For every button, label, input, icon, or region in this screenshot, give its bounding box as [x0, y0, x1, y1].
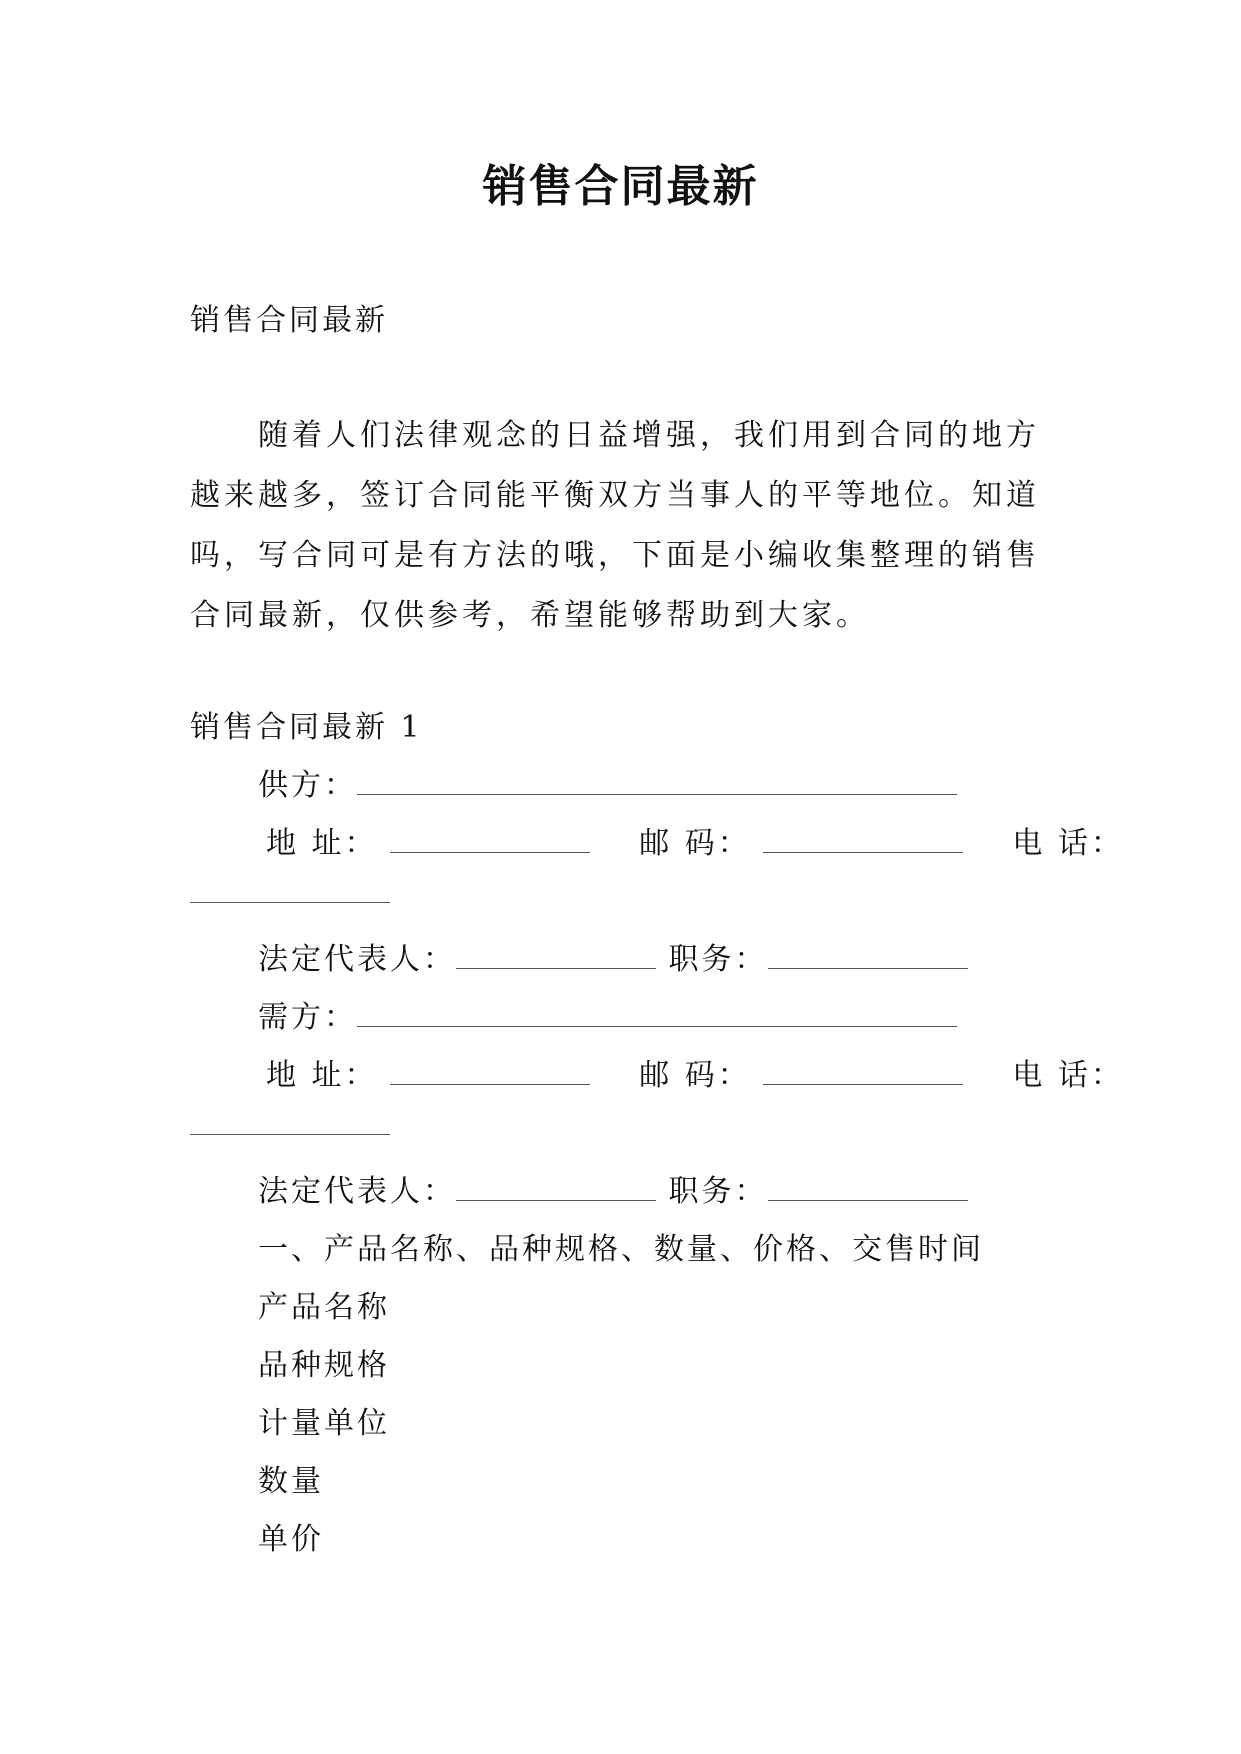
- phone-label: 电 话：: [1012, 1058, 1124, 1093]
- intro-paragraph: 随着人们法律观念的日益增强，我们用到合同的地方越来越多，签订合同能平衡双方当事人的平等地位。知道吗，写合同可是有方法的哦，下面是小编收集整理的销售合同最新，仅供参考，希望能够帮助到大家。: [190, 418, 1040, 633]
- address-blank: [390, 1066, 590, 1085]
- phone-blank: [190, 1116, 390, 1135]
- legal-rep-blank: [456, 1182, 656, 1201]
- buyer-rep-row: [258, 1166, 968, 1210]
- position-label: 职务：: [668, 942, 768, 977]
- list-item: 品种规格: [258, 1348, 390, 1383]
- legal-rep-label: 法定代表人：: [258, 942, 456, 977]
- supplier-rep-row: [258, 934, 968, 978]
- position-blank: [768, 950, 968, 969]
- section-heading: 销售合同最新 1: [190, 710, 423, 745]
- postcode-label: 邮 码：: [639, 1058, 751, 1093]
- list-item: 产品名称: [258, 1290, 390, 1325]
- document-subtitle: 销售合同最新: [190, 303, 388, 338]
- postcode-label: 邮 码：: [639, 826, 751, 861]
- position-blank: [768, 1182, 968, 1201]
- buyer-address-row: [266, 1050, 1124, 1094]
- buyer-row: [258, 992, 957, 1036]
- list-item: 单价: [258, 1522, 324, 1557]
- legal-rep-blank: [456, 950, 656, 969]
- list-item: 计量单位: [258, 1406, 390, 1441]
- supplier-address-row: [266, 818, 1124, 862]
- list-item: 数量: [258, 1464, 324, 1499]
- buyer-blank: [357, 1008, 957, 1027]
- position-label: 职务：: [668, 1174, 768, 1209]
- phone-label: 电 话：: [1012, 826, 1124, 861]
- postcode-blank: [763, 1066, 963, 1085]
- buyer-label: 需方：: [258, 1000, 357, 1035]
- supplier-phone-continuation: [190, 876, 390, 911]
- supplier-label: 供方：: [258, 768, 357, 803]
- document-title: 销售合同最新: [482, 161, 759, 212]
- buyer-phone-continuation: [190, 1108, 390, 1143]
- phone-blank: [190, 884, 390, 903]
- address-label: 地 址：: [266, 826, 378, 861]
- legal-rep-label: 法定代表人：: [258, 1174, 456, 1209]
- supplier-blank: [357, 776, 957, 795]
- supplier-row: [258, 760, 957, 804]
- address-blank: [390, 834, 590, 853]
- clause-heading: 一、产品名称、品种规格、数量、价格、交售时间: [258, 1232, 984, 1267]
- address-label: 地 址：: [266, 1058, 378, 1093]
- postcode-blank: [763, 834, 963, 853]
